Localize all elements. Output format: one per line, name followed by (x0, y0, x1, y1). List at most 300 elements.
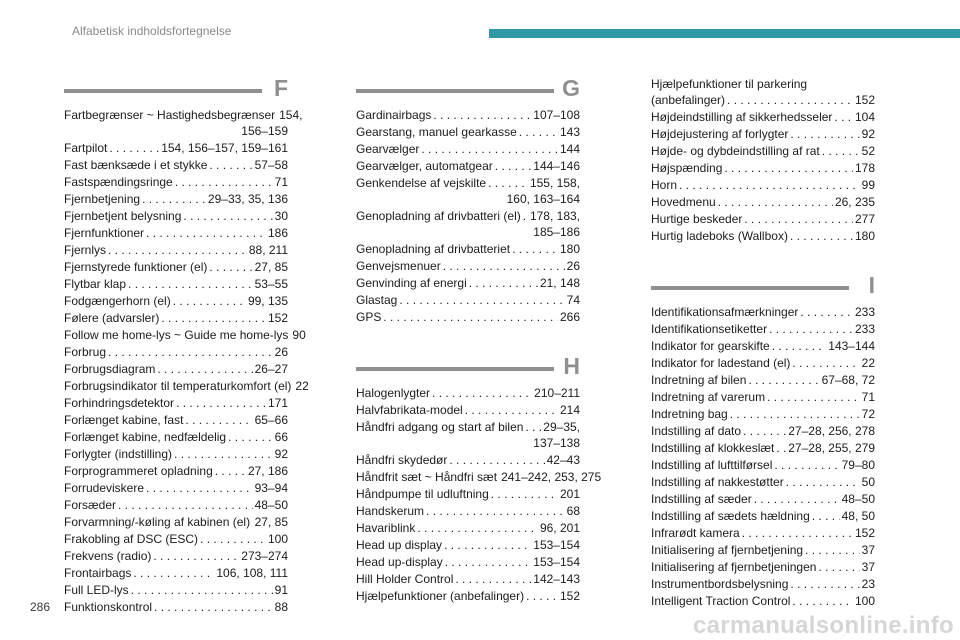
page-reference-continued: 160, 163–164 (506, 192, 580, 206)
index-entry-row (64, 327, 306, 343)
index-entry (356, 554, 580, 570)
page-reference: 37 (861, 543, 875, 557)
page-reference: 144 (559, 142, 580, 156)
page-reference: 104 (854, 110, 875, 124)
index-entry (651, 457, 875, 473)
index-entry (356, 469, 602, 485)
dot-leader (834, 109, 853, 125)
page-reference: 26 (274, 345, 288, 359)
index-entry (356, 452, 580, 468)
index-term: Hill Holder Control (356, 572, 454, 586)
page-reference: 99, 135 (247, 294, 288, 308)
index-entry-row (651, 576, 875, 592)
index-entry (356, 402, 580, 418)
dot-leader (512, 241, 558, 257)
index-term: Fjernbetjening (64, 192, 141, 206)
dot-leader (812, 508, 840, 524)
dot-leader (154, 599, 273, 615)
dot-leader (790, 576, 859, 592)
page-reference: 99 (861, 178, 875, 192)
dot-leader (432, 385, 532, 401)
index-entry (64, 429, 288, 445)
page-reference: 42–43 (546, 453, 580, 467)
index-term: Fartbegrænser ~ Hastighedsbegrænser (64, 108, 276, 122)
dot-leader (526, 588, 558, 604)
index-entry (64, 480, 288, 496)
dot-leader (724, 160, 853, 176)
index-entry (64, 208, 288, 224)
dot-leader (142, 191, 206, 207)
index-term: Hjælpefunktioner (anbefalinger) (356, 589, 525, 603)
index-entry-row (651, 304, 875, 320)
index-entry (64, 242, 288, 258)
index-entry (356, 309, 580, 325)
index-entry (356, 292, 580, 308)
index-entry-row (356, 419, 580, 435)
dot-leader (790, 228, 853, 244)
index-entry-row (651, 542, 875, 558)
page-reference: 27, 85 (254, 260, 288, 274)
dot-leader (183, 208, 272, 224)
index-term: Højspænding (651, 161, 723, 175)
index-term: Genopladning af drivbatteri (el) (356, 209, 521, 223)
index-entry (651, 76, 875, 108)
index-entry-row (64, 497, 288, 513)
index-term: GPS (356, 310, 382, 324)
index-entry-row (356, 241, 580, 257)
index-entry-row (651, 423, 875, 439)
page-reference: 53–55 (254, 277, 288, 291)
dot-leader (730, 406, 860, 422)
index-term: Gardinairbags (356, 108, 432, 122)
page-reference: 52 (861, 144, 875, 158)
page-reference: 74 (566, 293, 580, 307)
index-entry (651, 423, 875, 439)
index-term: Instrumentbordsbelysning (651, 577, 789, 591)
index-entry (64, 412, 288, 428)
dot-leader (215, 463, 246, 479)
index-section (356, 75, 580, 325)
page-reference: 154, (279, 108, 303, 122)
index-term: Forsæder (64, 498, 117, 512)
index-term: Genvinding af energi (356, 276, 467, 290)
index-entry-row (651, 228, 875, 244)
page-reference: 27, 186 (247, 464, 288, 478)
header-title: Alfabetisk indholdsfortegnelse (72, 24, 232, 38)
index-entry-row (356, 520, 580, 536)
page-reference: 66 (274, 430, 288, 444)
index-term: Funktionskontrol (64, 600, 153, 614)
index-term: Initialisering af fjernbetjeningen (651, 560, 817, 574)
dot-leader (469, 275, 538, 291)
index-term: Glastag (356, 293, 398, 307)
dot-leader (805, 542, 860, 558)
index-term: Forbrugsindikator til temperaturkomfort (el) (64, 379, 292, 393)
page-reference: 50 (861, 475, 875, 489)
index-entry-row (651, 109, 875, 125)
index-entry-row (64, 378, 309, 394)
page-reference: 48–50 (841, 492, 875, 506)
page-reference: 155, 158, (529, 176, 580, 190)
dot-leader (488, 175, 528, 191)
page-reference: 152 (267, 311, 288, 325)
index-term: Handskerum (356, 504, 425, 518)
index-entry-row (356, 486, 580, 502)
index-entry (64, 395, 288, 411)
dot-leader (176, 395, 266, 411)
dot-leader (786, 474, 860, 490)
page-reference: 241–242, 253, 275 (501, 470, 602, 484)
index-term: Intelligent Traction Control (651, 594, 791, 608)
dot-leader (523, 208, 528, 224)
dot-leader (679, 177, 860, 193)
index-entry-row (64, 446, 288, 462)
index-entry-row (651, 559, 875, 575)
index-entry (64, 107, 303, 139)
index-term: Indstilling af dato (651, 424, 742, 438)
dot-leader (822, 143, 860, 159)
index-entry (356, 258, 580, 274)
page-reference-continued: 137–138 (533, 436, 580, 450)
index-entry (64, 565, 288, 581)
index-entry-row (64, 480, 288, 496)
index-entry-row (356, 571, 580, 587)
index-entry (64, 191, 288, 207)
section-letter: I (868, 272, 875, 298)
index-entry-row (651, 355, 875, 371)
dot-leader (727, 92, 853, 108)
index-entry-row (64, 582, 288, 598)
section-letter: G (562, 75, 580, 101)
index-term: Fartpilot (64, 141, 108, 155)
page-reference: 92 (274, 447, 288, 461)
index-entry-row (651, 508, 875, 524)
index-entry (651, 491, 875, 507)
index-entry-row (64, 531, 288, 547)
dot-leader (174, 446, 273, 462)
index-entry-row (651, 92, 875, 108)
index-term: Hurtige beskeder (651, 212, 743, 226)
index-entry (651, 160, 875, 176)
page-reference: 71 (274, 175, 288, 189)
index-entry (651, 559, 875, 575)
dot-leader (743, 423, 786, 439)
index-entry-row (651, 389, 875, 405)
index-entry (64, 463, 288, 479)
page-reference: 143 (559, 125, 580, 139)
section-divider (651, 286, 849, 290)
index-entry (651, 143, 875, 159)
dot-leader (108, 242, 247, 258)
index-term: Forprogrammeret opladning (64, 464, 213, 478)
index-entry-row (356, 469, 602, 485)
dot-leader (449, 452, 544, 468)
dot-leader (161, 310, 266, 326)
section-divider (356, 367, 554, 371)
index-term: Indstilling af sædets hældning (651, 509, 810, 523)
dot-leader (455, 571, 531, 587)
index-entry (356, 141, 580, 157)
index-term: Forvarmning/-køling af kabinen (el) (64, 515, 251, 529)
dot-leader (748, 372, 819, 388)
section-letter: F (273, 75, 288, 101)
dot-leader (128, 276, 253, 292)
page-reference: 153–154 (533, 555, 580, 569)
index-entry-row (356, 385, 580, 401)
index-entry-row (651, 491, 875, 507)
index-entry (64, 497, 288, 513)
index-entry (356, 537, 580, 553)
page-reference: 37 (861, 560, 875, 574)
index-entry (651, 593, 875, 609)
index-term: Flytbar klap (64, 277, 127, 291)
dot-leader (790, 126, 859, 142)
index-entry (64, 548, 288, 564)
page-reference: 93–94 (254, 481, 288, 495)
index-entry-row (356, 537, 580, 553)
index-entry (64, 514, 288, 530)
index-entry (64, 140, 288, 156)
page-reference: 154, 156–157, 159–161 (161, 141, 288, 155)
index-section (651, 76, 875, 244)
index-term: Forlænget kabine, fast (64, 413, 184, 427)
dot-leader (433, 107, 531, 123)
index-entry-row (356, 309, 580, 325)
index-term: Halogenlygter (356, 386, 431, 400)
index-term: Indstilling af nakkestøtter (651, 475, 784, 489)
index-entry-row (651, 457, 875, 473)
index-term: Fjernfunktioner (64, 226, 145, 240)
index-term: Indstilling af lufttilførsel (651, 458, 773, 472)
index-entry-row (356, 107, 580, 123)
dot-leader (769, 321, 853, 337)
dot-leader (209, 259, 252, 275)
index-term: Indretning bag (651, 407, 728, 421)
dot-leader (399, 292, 564, 308)
page-reference: 180 (854, 229, 875, 243)
page-reference: 178 (854, 161, 875, 175)
page-reference: 178, 183, (529, 209, 580, 223)
index-term: Højdejustering af forlygter (651, 127, 789, 141)
dot-leader (173, 293, 246, 309)
dot-leader (252, 514, 253, 530)
page-reference: 48, 50 (841, 509, 875, 523)
page-reference: 180 (559, 242, 580, 256)
index-term: Indstilling af sæder (651, 492, 752, 506)
page-reference: 29–33, 35, 136 (207, 192, 288, 206)
index-term: Head up-display (356, 555, 443, 569)
section-divider (356, 89, 554, 93)
index-entry-row (356, 175, 580, 191)
page-reference: 23 (861, 577, 875, 591)
index-entry-row (356, 554, 580, 570)
page-reference: 171 (267, 396, 288, 410)
index-entry (651, 211, 875, 227)
page-reference: 201 (559, 487, 580, 501)
index-entry (651, 109, 875, 125)
index-entry-row (64, 463, 288, 479)
index-term: Indstilling af klokkeslæt (651, 441, 775, 455)
index-entry-row (651, 211, 875, 227)
dot-leader (767, 389, 860, 405)
page-reference: 273–274 (241, 549, 288, 563)
index-entry-row (356, 292, 580, 308)
index-term: Genkendelse af vejskilte (356, 176, 487, 190)
dot-leader (792, 593, 853, 609)
dot-leader (146, 480, 253, 496)
page-reference: 30 (274, 209, 288, 223)
index-term: Følere (advarsler) (64, 311, 160, 325)
index-column-3 (651, 76, 875, 610)
index-term: Forbrugsdiagram (64, 362, 156, 376)
index-term: Håndfri adgang og start af bilen (356, 420, 524, 434)
dot-leader (443, 258, 565, 274)
dot-leader (417, 520, 538, 536)
index-entry-row (64, 361, 288, 377)
index-entry (356, 486, 580, 502)
dot-leader (718, 194, 833, 210)
index-entry-row (651, 474, 875, 490)
page-reference: 79–80 (841, 458, 875, 472)
index-entry-row (64, 242, 288, 258)
index-term: Gearvælger, automatgear (356, 159, 493, 173)
index-entry (64, 344, 288, 360)
dot-leader (421, 141, 558, 157)
index-entry (356, 419, 580, 451)
dot-leader (495, 158, 532, 174)
index-term: Horn (651, 178, 678, 192)
index-entry-row (651, 177, 875, 193)
index-entry (651, 228, 875, 244)
index-entry-row (356, 141, 580, 157)
index-entry (356, 275, 580, 291)
dot-leader (776, 440, 786, 456)
page-reference: 22 (295, 379, 309, 393)
page-reference: 65–66 (254, 413, 288, 427)
dot-leader (444, 537, 531, 553)
page-reference: 88, 211 (248, 243, 288, 257)
page-reference: 91 (274, 583, 288, 597)
index-entry-row (356, 158, 580, 174)
index-term: (anbefalinger) (651, 93, 726, 107)
index-term: Head up display (356, 538, 443, 552)
index-entry (64, 327, 306, 343)
page-reference: 100 (854, 594, 875, 608)
index-entry (651, 474, 875, 490)
index-entry (64, 174, 288, 190)
index-entry-row (356, 208, 580, 224)
index-entry-row (356, 452, 580, 468)
index-entry-row (64, 140, 288, 156)
index-term: Havariblink (356, 521, 416, 535)
index-term: Forlygter (indstilling) (64, 447, 173, 461)
dot-leader (133, 565, 214, 581)
index-entry (651, 406, 875, 422)
dot-leader (209, 157, 252, 173)
dot-leader (792, 355, 859, 371)
page-reference: 106, 108, 111 (216, 566, 288, 580)
index-term: Forrudeviskere (64, 481, 145, 495)
index-term: Forbrug (64, 345, 107, 359)
index-term: Fastspændingsringe (64, 175, 173, 189)
index-entry (64, 361, 288, 377)
index-entry-row (64, 310, 288, 326)
page-reference: 88 (274, 600, 288, 614)
page-reference: 144–146 (533, 159, 580, 173)
dot-leader (445, 554, 532, 570)
page-reference: 143–144 (828, 339, 875, 353)
index-term: Halvfabrikata-model (356, 403, 463, 417)
page-number: 286 (30, 600, 51, 614)
index-entry-row (64, 157, 288, 173)
index-entry (356, 571, 580, 587)
index-entry-row (64, 293, 288, 309)
dot-leader (228, 429, 273, 445)
index-entry-row (64, 599, 288, 615)
index-term: Indretning af bilen (651, 373, 747, 387)
index-entry (356, 124, 580, 140)
dot-leader (109, 140, 159, 156)
dot-leader (519, 124, 558, 140)
index-entry (356, 503, 580, 519)
index-term: Infrarødt kamera (651, 526, 740, 540)
dot-leader (818, 559, 859, 575)
index-section (651, 272, 875, 609)
section-header (64, 75, 288, 107)
index-entry (64, 310, 288, 326)
index-section (64, 75, 309, 615)
index-entry-row (64, 344, 288, 360)
index-entry-row (651, 372, 875, 388)
index-entry (651, 508, 875, 524)
index-entry-row (64, 565, 288, 581)
dot-leader (800, 304, 853, 320)
index-entry-row (651, 194, 875, 210)
index-entry (356, 588, 580, 604)
index-entry (64, 225, 288, 241)
index-entry-row (64, 514, 288, 530)
section-divider (64, 89, 262, 93)
index-term: Højde- og dybdeindstilling af rat (651, 144, 820, 158)
index-entry (356, 520, 580, 536)
page-reference-continued: 185–186 (533, 225, 580, 239)
index-entry (651, 126, 875, 142)
page-reference: 152 (854, 93, 875, 107)
index-entry (64, 599, 288, 615)
page-reference: 92 (861, 127, 875, 141)
index-term: Full LED-lys (64, 583, 129, 597)
page-reference: 266 (559, 310, 580, 324)
dot-leader (175, 174, 273, 190)
index-entry-row (64, 276, 288, 292)
dot-leader (185, 412, 252, 428)
index-entry-row (64, 429, 288, 445)
page-reference: 153–154 (533, 538, 580, 552)
index-entry-row (651, 406, 875, 422)
dot-leader (426, 503, 565, 519)
index-entry-row (64, 208, 288, 224)
section-letter: H (563, 353, 580, 379)
page-reference: 67–68, 72 (821, 373, 875, 387)
index-term: Genvejsmenuer (356, 259, 441, 273)
index-entry (356, 241, 580, 257)
index-entry-row (651, 525, 875, 541)
index-entry-row (651, 593, 875, 609)
index-term: Identifikationsafmærkninger (651, 305, 799, 319)
dot-leader (157, 361, 252, 377)
index-entry (64, 378, 309, 394)
section-header (356, 353, 580, 385)
